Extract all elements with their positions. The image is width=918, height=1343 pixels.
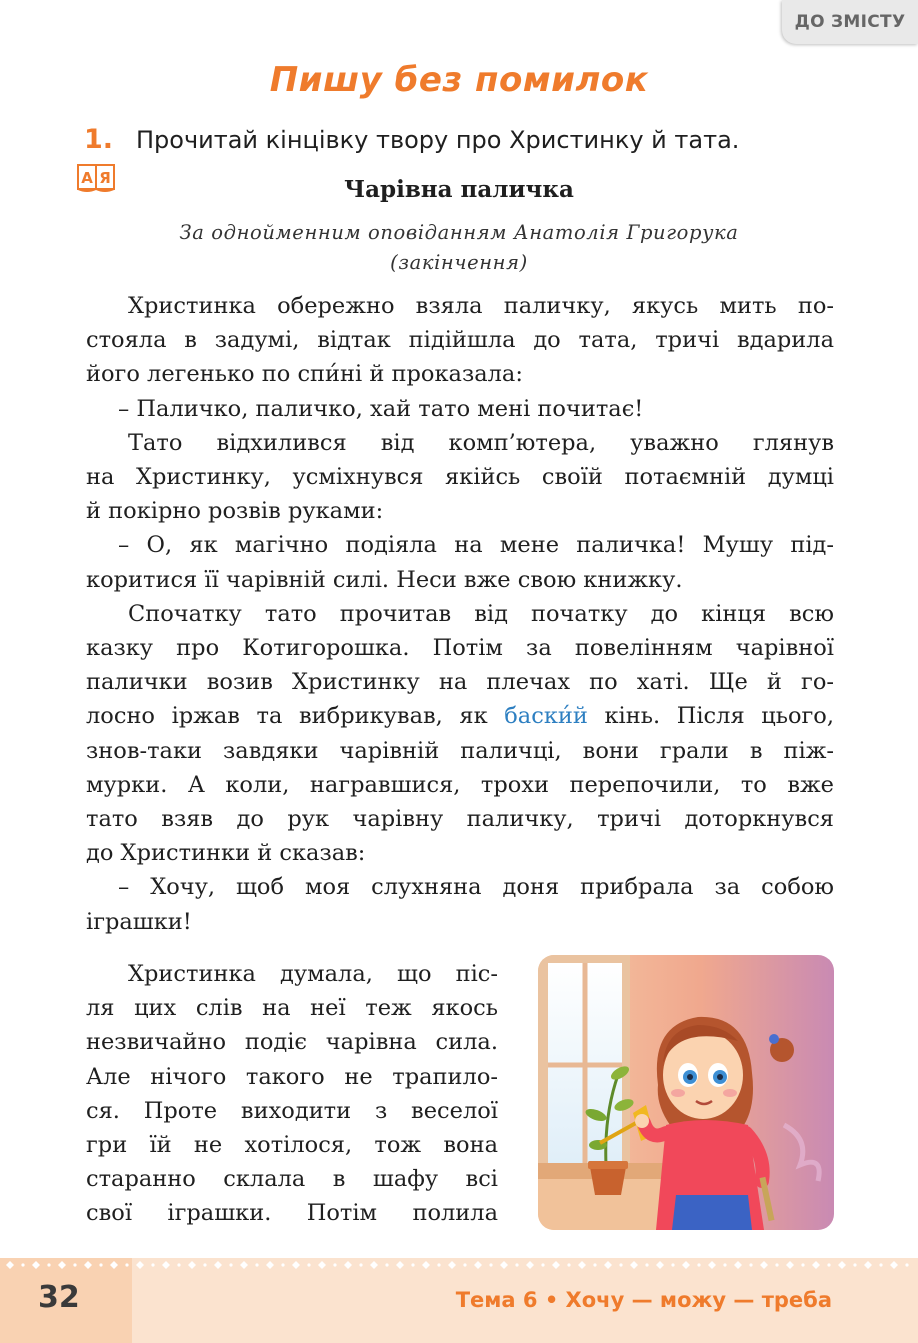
task-instruction: Прочитай кінцівку твору про Христинку й тата.: [136, 126, 740, 154]
ornament-dot: [73, 1263, 76, 1266]
text-line: гри їй не хотілося, тож вона: [86, 1132, 498, 1159]
text-line: Христинка думала, що піс-: [128, 961, 498, 987]
ornament-diamond: [6, 1261, 14, 1269]
text-line: Спочатку тато прочитав від початку до кінця всю: [128, 600, 834, 627]
ornament-diamond: [890, 1261, 898, 1269]
ornament-dot: [151, 1263, 154, 1266]
ornament-dot: [619, 1263, 622, 1266]
text-line: Тато відхилився від комп’ютера, уважно глянув: [128, 429, 834, 456]
text-line: свої іграшки. Потім полила: [86, 1200, 498, 1227]
text-line: на Христинку, усміхнувся якійсь своїй потаємній думці: [86, 464, 834, 491]
text-line: [86, 699, 834, 733]
ornament-dot: [749, 1263, 752, 1266]
story-body: [86, 289, 834, 939]
ornament-diamond: [240, 1261, 248, 1269]
ornament-diamond: [630, 1261, 638, 1269]
ornament-dot: [515, 1263, 518, 1266]
ornament-diamond: [266, 1261, 274, 1269]
text-line: до Христинки й сказав:: [86, 840, 366, 867]
ornament-diamond: [422, 1261, 430, 1269]
ornament-diamond: [526, 1261, 534, 1269]
footer-ornament: [0, 1258, 918, 1274]
ornament-diamond: [318, 1261, 326, 1269]
ornament-dot: [463, 1263, 466, 1266]
ornament-diamond: [84, 1261, 92, 1269]
ornament-dot: [567, 1263, 570, 1266]
text-line: ля цих слів на неї теж якось: [86, 995, 498, 1022]
ornament-dot: [775, 1263, 778, 1266]
ornament-dot: [411, 1263, 414, 1266]
section-title: Пишу без помилок: [269, 60, 649, 100]
ornament-dot: [125, 1263, 128, 1266]
text-line: – Хочу, щоб моя слухняна доня прибрала за собою: [118, 874, 834, 901]
ornament-diamond: [708, 1261, 716, 1269]
story-body-continued: [86, 957, 498, 1231]
ornament-dot: [359, 1263, 362, 1266]
ornament-dot: [333, 1263, 336, 1266]
ornament-dot: [281, 1263, 284, 1266]
text-line: старанно склала в шафу всі: [86, 1166, 498, 1193]
svg-text:Я: Я: [99, 169, 111, 187]
ornament-dot: [385, 1263, 388, 1266]
ornament-dot: [229, 1263, 232, 1266]
ornament-diamond: [578, 1261, 586, 1269]
ornament-dot: [489, 1263, 492, 1266]
ornament-dot: [437, 1263, 440, 1266]
ornament-diamond: [734, 1261, 742, 1269]
page-number: 32: [38, 1280, 80, 1315]
ornament-dot: [203, 1263, 206, 1266]
ornament-diamond: [864, 1261, 872, 1269]
story-title: Чарівна паличка: [344, 176, 574, 203]
ornament-diamond: [370, 1261, 378, 1269]
text-fragment: лосно іржав та вибрикував, як: [86, 703, 505, 730]
ornament-diamond: [552, 1261, 560, 1269]
ornament-diamond: [838, 1261, 846, 1269]
ornament-diamond: [344, 1261, 352, 1269]
text-line: – О, як магічно подіяла на мене паличка! Мушу під-: [118, 532, 834, 559]
ornament-diamond: [162, 1261, 170, 1269]
ornament-diamond: [760, 1261, 768, 1269]
text-fragment: кінь. Після цього,: [587, 703, 834, 730]
ornament-diamond: [604, 1261, 612, 1269]
ornament-diamond: [110, 1261, 118, 1269]
ornament-dot: [827, 1263, 830, 1266]
ornament-dot: [905, 1263, 908, 1266]
story-subtitle: [0, 218, 918, 278]
ornament-diamond: [448, 1261, 456, 1269]
ornament-dot: [801, 1263, 804, 1266]
ornament-dot: [723, 1263, 726, 1266]
ornament-dot: [593, 1263, 596, 1266]
ornament-dot: [307, 1263, 310, 1266]
text-line: й покірно розвів руками:: [86, 498, 384, 525]
ornament-diamond: [136, 1261, 144, 1269]
ornament-dot: [645, 1263, 648, 1266]
ornament-diamond: [396, 1261, 404, 1269]
ornament-dot: [671, 1263, 674, 1266]
ornament-diamond: [812, 1261, 820, 1269]
ornament-diamond: [786, 1261, 794, 1269]
ornament-dot: [853, 1263, 856, 1266]
svg-text:А: А: [81, 169, 93, 187]
text-line: тато взяв до рук чарівну паличку, тричі доторкнувся: [86, 806, 834, 833]
ornament-dot: [541, 1263, 544, 1266]
text-line: – Паличко, паличко, хай тато мені почитає!: [118, 395, 644, 422]
ornament-diamond: [474, 1261, 482, 1269]
footer-topic: Тема 6 • Хочу — можу — треба: [455, 1288, 832, 1312]
ornament-diamond: [656, 1261, 664, 1269]
text-line: Христинка обережно взяла паличку, якусь мить по-: [128, 293, 834, 319]
girl-watering-plant-illustration: [538, 955, 834, 1230]
ornament-diamond: [188, 1261, 196, 1269]
subtitle-line: За однойменним оповіданням Анатолія Григорука: [179, 221, 739, 244]
ornament-dot: [697, 1263, 700, 1266]
ornament-dot: [879, 1263, 882, 1266]
ornament-diamond: [500, 1261, 508, 1269]
text-line: його легенько по спи́ні й проказала:: [86, 361, 523, 388]
text-line: мурки. А коли, награвшися, трохи перепочили, то вже: [86, 771, 834, 798]
text-line: палички возив Христинку на плечах по хаті. Ще й го-: [86, 669, 834, 696]
text-line: знов-таки завдяки чарівній паличці, вони грали в піж-: [86, 737, 834, 764]
highlighted-word[interactable]: баски́й: [504, 703, 588, 730]
text-line: ся. Проте виходити з веселої: [86, 1097, 498, 1124]
toc-button[interactable]: ДО ЗМІСТУ: [782, 0, 918, 44]
ornament-diamond: [58, 1261, 66, 1269]
text-line: стояла в задумі, відтак підійшла до тата, тричі вдарила: [86, 327, 834, 354]
ornament-dot: [255, 1263, 258, 1266]
ornament-diamond: [292, 1261, 300, 1269]
ornament-diamond: [682, 1261, 690, 1269]
ornament-dot: [99, 1263, 102, 1266]
ornament-diamond: [32, 1261, 40, 1269]
task-number: 1.: [84, 124, 114, 155]
text-line: казку про Котигорошка. Потім за повелінням чарівної: [86, 635, 834, 662]
text-line: іграшки!: [86, 908, 192, 935]
ornament-dot: [47, 1263, 50, 1266]
text-line: коритися її чарівній силі. Неси вже свою книжку.: [86, 566, 683, 593]
ornament-dot: [177, 1263, 180, 1266]
text-line: незвичайно подіє чарівна сила.: [86, 1029, 498, 1056]
ornament-diamond: [214, 1261, 222, 1269]
subtitle-line: (закінчення): [390, 251, 528, 274]
text-line: Але нічого такого не трапило-: [86, 1063, 498, 1090]
ornament-dot: [21, 1263, 24, 1266]
